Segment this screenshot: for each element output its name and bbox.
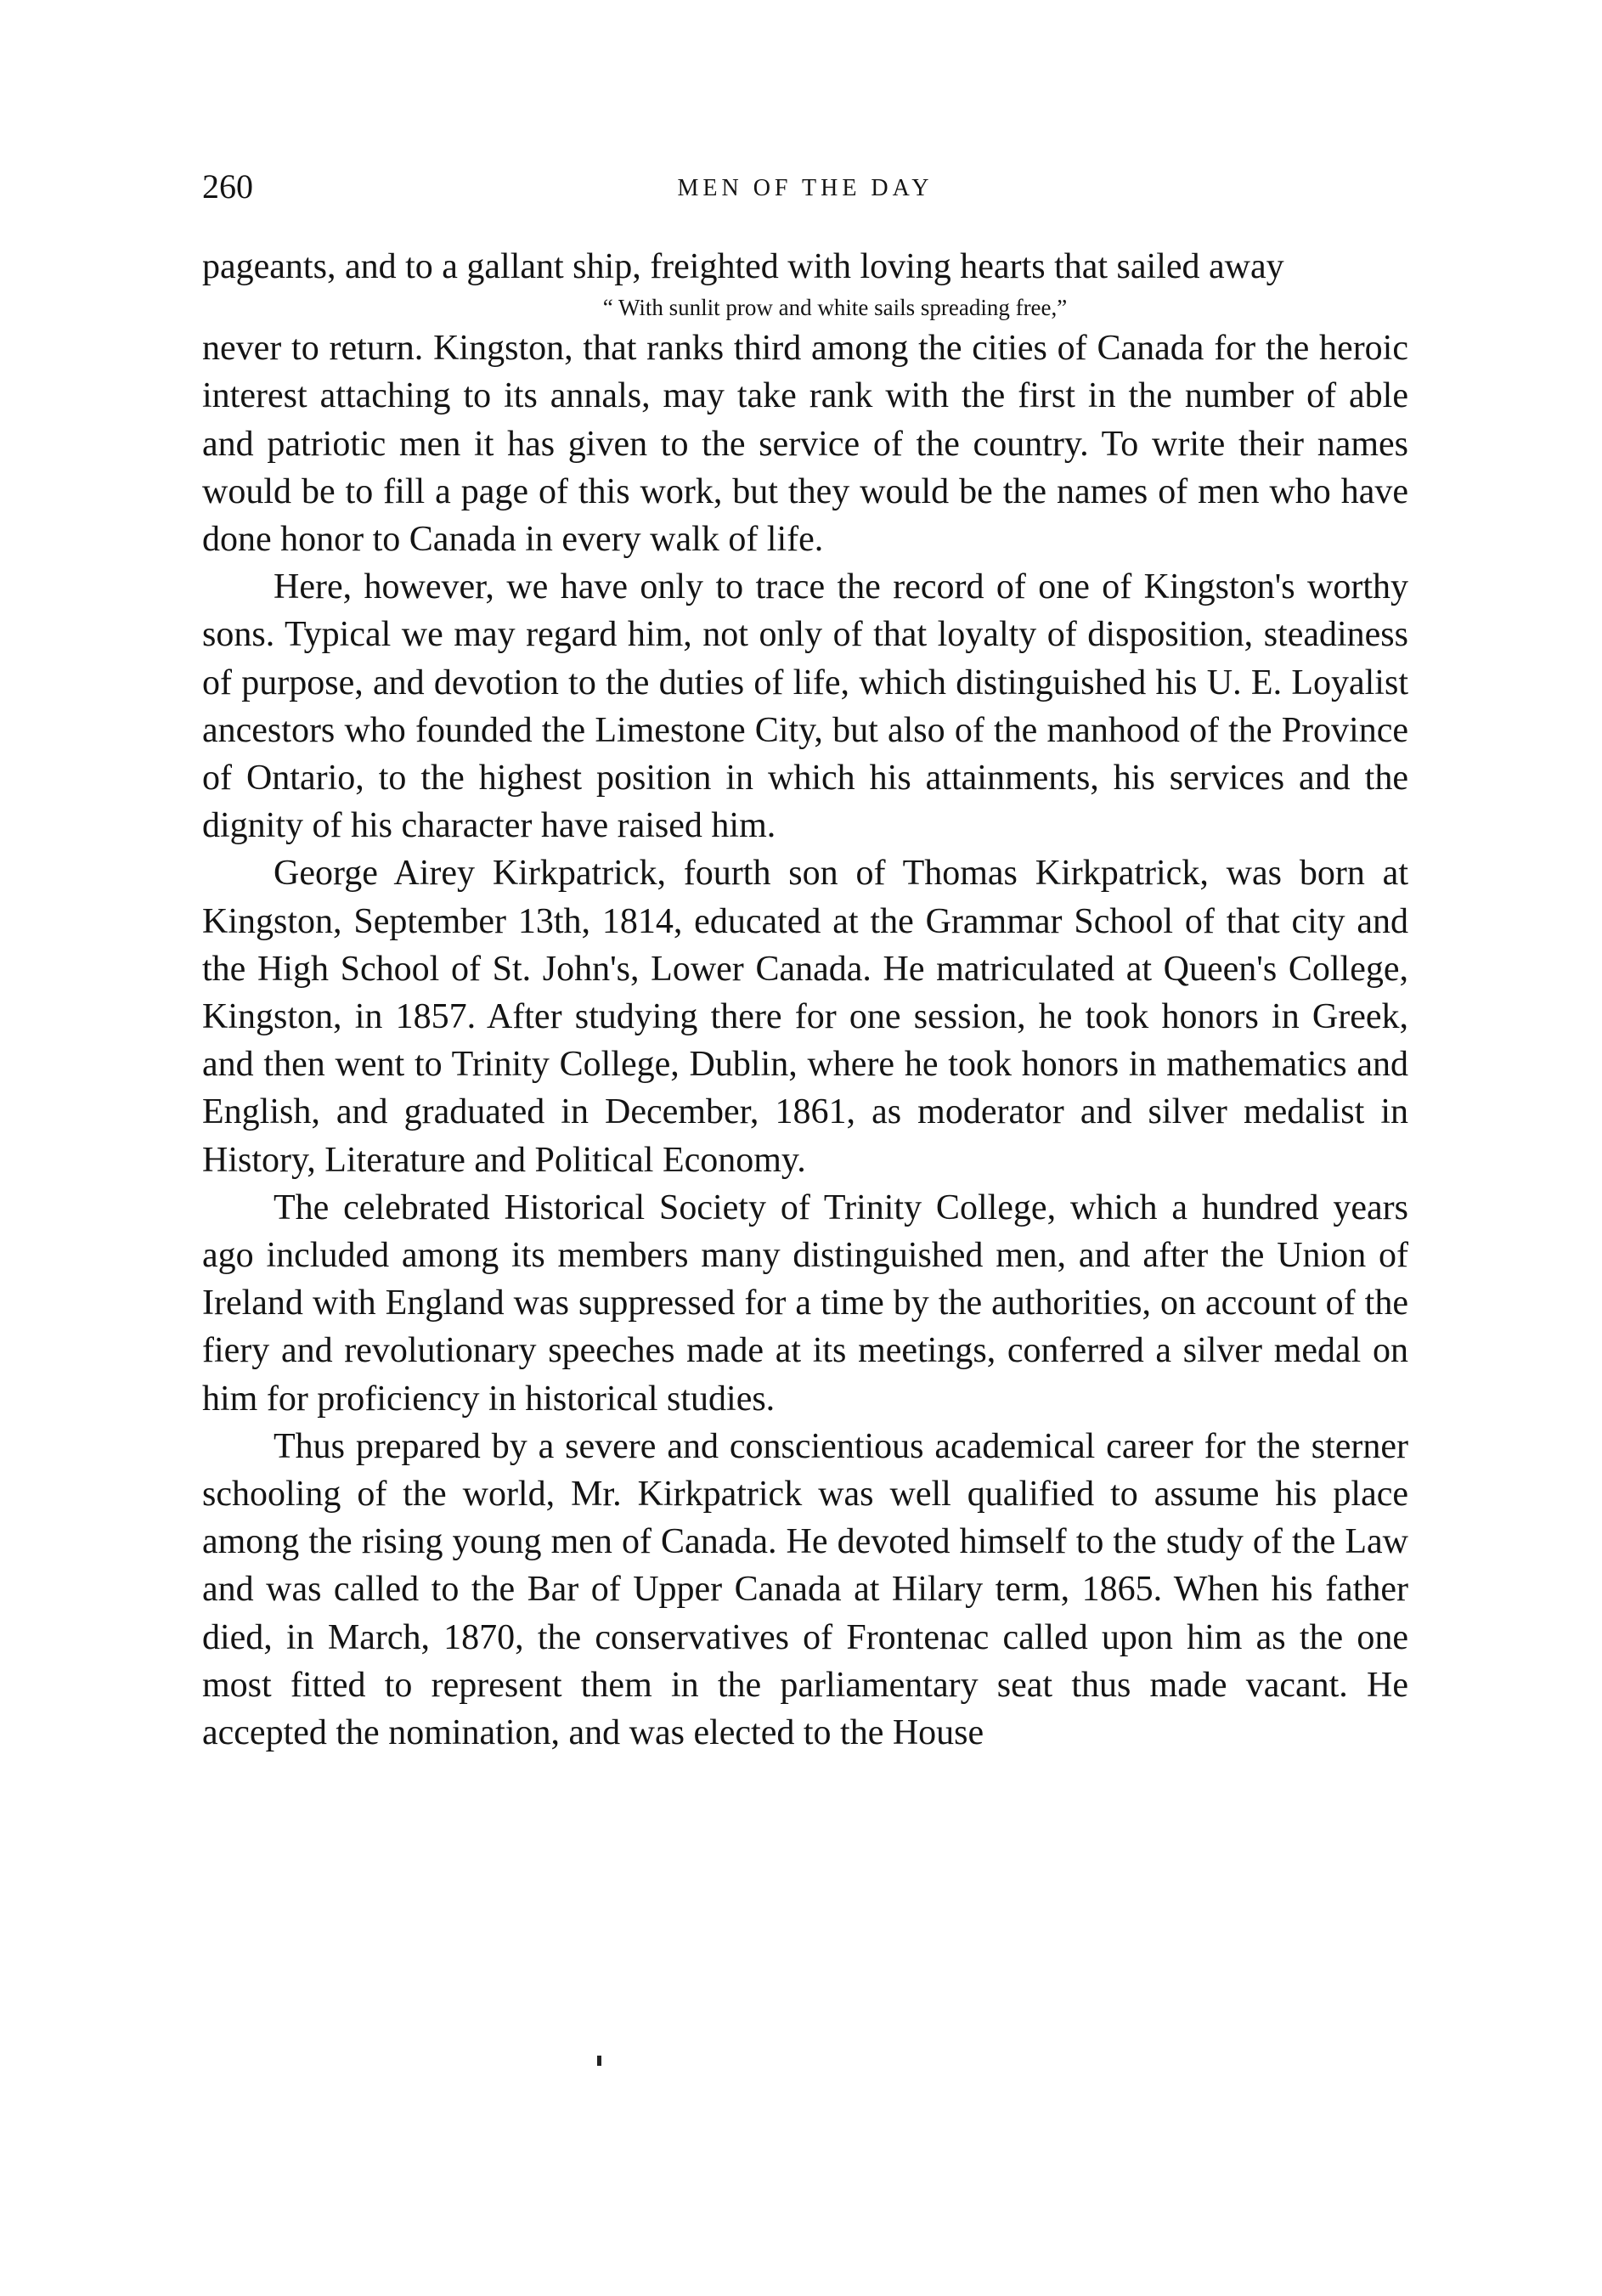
paragraph-5: Thus prepared by a severe and conscientious academical career for the sterner schooling of the world, Mr. Kirkpatrick was well qualified to assume his place among the rising young men of Canada. He devoted himself to the study of the Law and was called to the Bar of Upper Canada at Hilary term, 1865. When his father died, in March, 1870, the conservatives of Frontenac called upon him as the one most fitted to represent them in the parliamentary seat thus made vacant. He accepted the nomination, and was elected to the House <box>202 1426 1408 1753</box>
running-head: MEN OF THE DAY <box>677 175 934 201</box>
print-speck <box>597 2056 601 2066</box>
paragraph-1-lead: pageants, and to a gallant ship, freighted with loving hearts that sailed away <box>202 247 1284 286</box>
body-text <box>202 243 1408 1757</box>
paragraph-2: Here, however, we have only to trace the record of one of Kingston's worthy sons. Typical we may regard him, not only of that loyalty of disposition, steadiness of purpose, and devotion to the duties of life, which distinguished his U. E. Loyalist ancestors who founded the Limestone City, but also of the manhood of the Province of Ontario, to the highest position in which his attainments, his services and the dignity of his character have raised him. <box>202 567 1408 846</box>
paragraph-4: The celebrated Historical Society of Trinity College, which a hundred years ago included among its members many distinguished men, and after the Union of Ireland with England was suppressed for a time by the authorities, on account of the fiery and revolutionary speeches made at its meetings, conferred a silver medal on him for proficiency in historical studies. <box>202 1187 1408 1419</box>
paragraph-1-continued: never to return. Kingston, that ranks third among the cities of Canada for the heroic interest attaching to its annals, may take rank with the first in the number of able and patriotic men it has given to the service of the country. To write their names would be to fill a page of this work, but they would be the names of men who have done honor to Canada in every walk of life. <box>202 329 1408 560</box>
verse-quote: “ With sunlit prow and white sails spreading free,” <box>602 295 1068 321</box>
paragraph-3: George Airey Kirkpatrick, fourth son of Thomas Kirkpatrick, was born at Kingston, September 13th, 1814, educated at the Grammar School of that city and the High School of St. John's, Lower Canada. He matriculated at Queen's College, Kingston, in 1857. After studying there for one session, he took honors in Greek, and then went to Trinity College, Dublin, where he took honors in mathematics and English, and graduated in December, 1861, as moderator and silver medalist in History, Literature and Political Economy. <box>202 854 1408 1180</box>
page-header <box>202 163 1408 214</box>
page-number: 260 <box>202 167 253 206</box>
